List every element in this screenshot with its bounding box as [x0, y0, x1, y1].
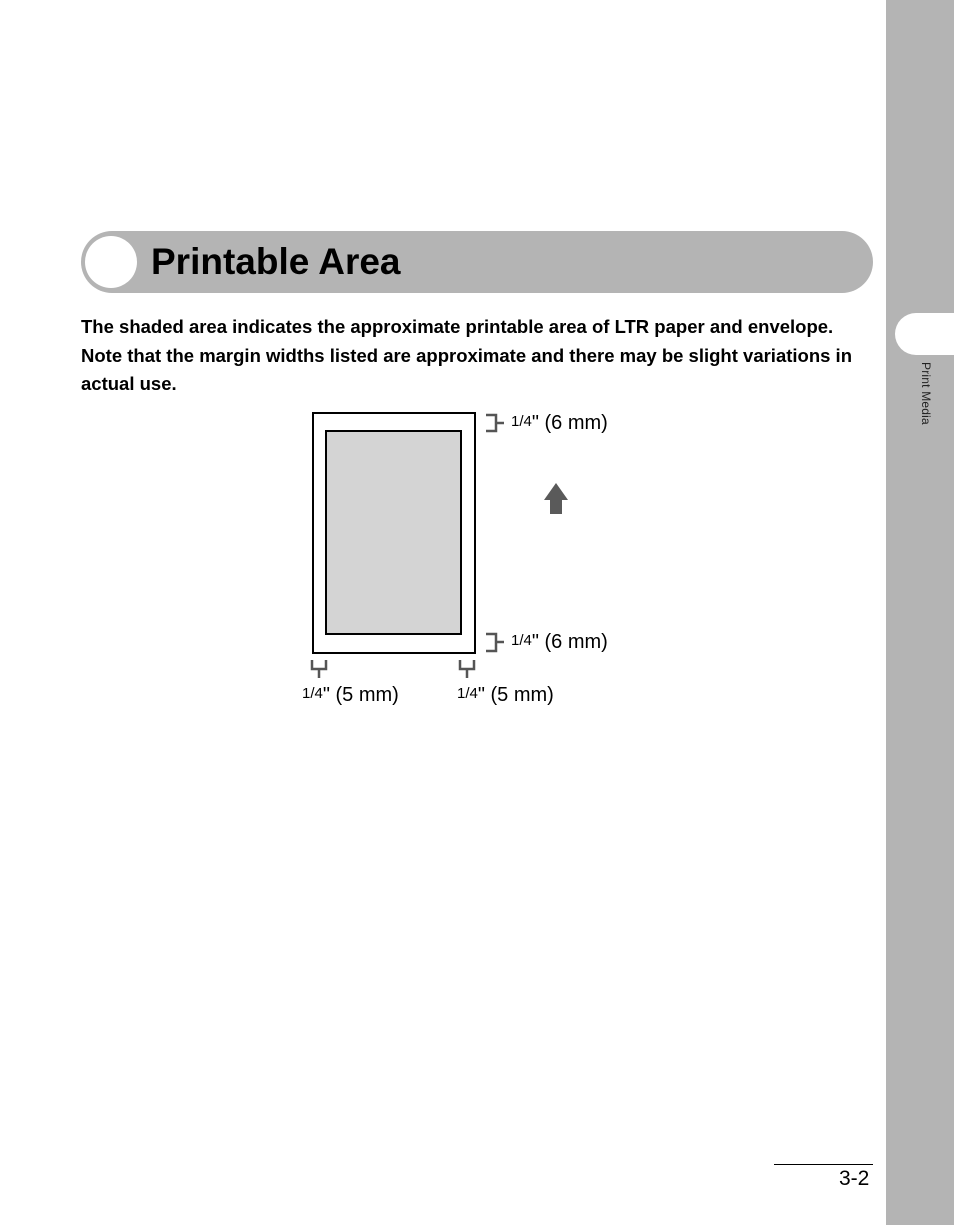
page-title: Printable Area [151, 241, 401, 282]
right-margin-label: 1/4" (5 mm) [457, 684, 554, 706]
top-margin-bracket [486, 415, 504, 431]
bottom-margin-bracket [486, 634, 504, 651]
page-number: 3-2 [839, 1167, 870, 1190]
up-arrow-icon [544, 483, 568, 514]
right-margin-bracket [460, 660, 474, 678]
footer-rule [774, 1164, 873, 1165]
intro-paragraph: The shaded area indicates the approximate printable area of LTR paper and envelope. Note that the margin widths listed are approximate and there may be slight variations in actual use. [81, 316, 853, 394]
top-margin-label: 1/4" (6 mm) [511, 412, 608, 434]
bottom-margin-label: 1/4" (6 mm) [511, 631, 608, 653]
printable-area-shading [326, 431, 461, 634]
left-margin-bracket [312, 660, 326, 678]
left-margin-label: 1/4" (5 mm) [302, 684, 399, 706]
chapter-tab-label: Print Media [919, 362, 933, 425]
